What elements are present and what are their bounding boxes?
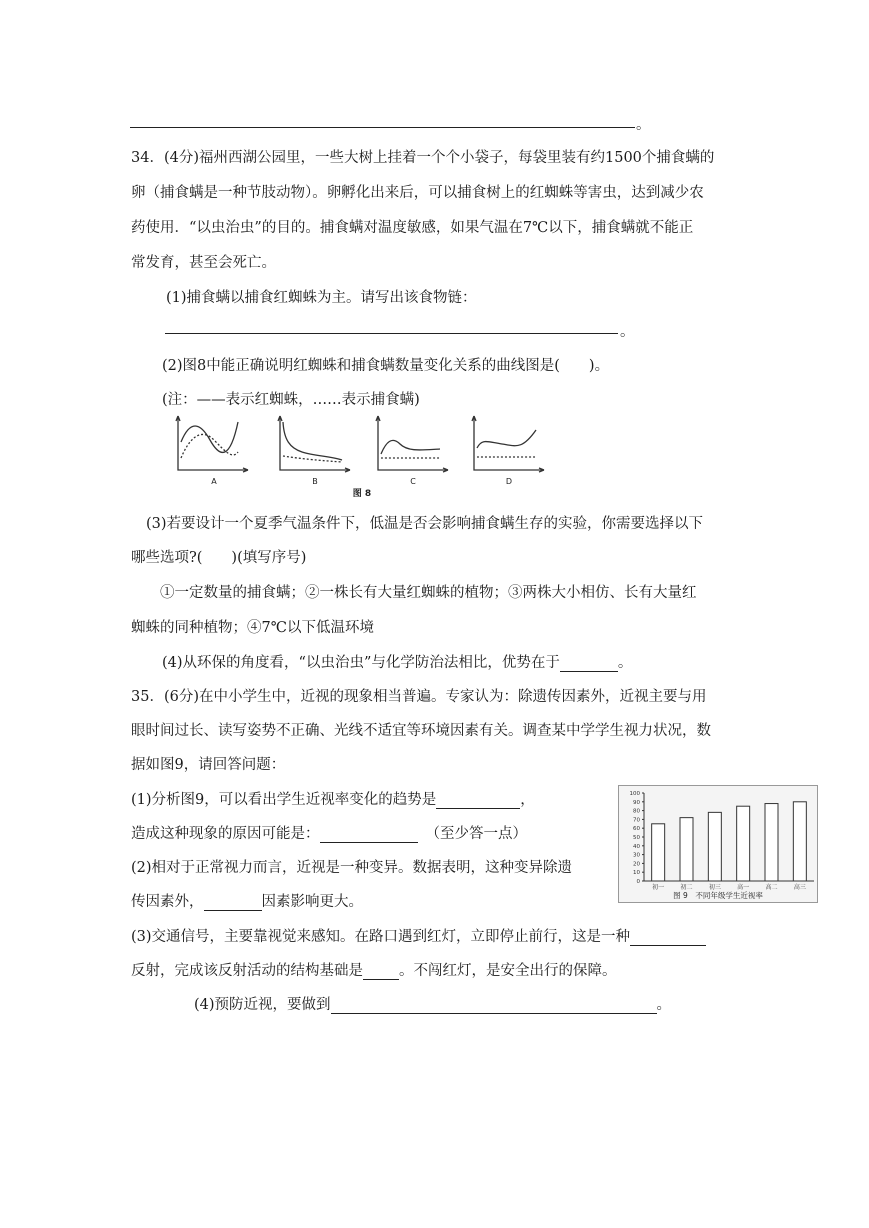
q35-sub1a-blank[interactable] <box>436 794 520 809</box>
q35-sub1a-text: (1)分析图9，可以看出学生近视率变化的趋势是 <box>131 792 437 808</box>
q35-line-2: 眼时间过长、读写姿势不正确、光线不适宜等环境因素有关。调查某中学学生视力状况，数 <box>131 723 711 739</box>
figure-9-bar <box>793 802 806 881</box>
figure-8 <box>172 412 562 502</box>
q34-sub4-end: 。 <box>617 655 633 671</box>
q34-line-2: 卵（捕食螨是一种节肢动物）。卵孵化出来后，可以捕食树上的红蜘蛛等害虫，达到减少农 <box>131 185 704 201</box>
q34-line-1: 34．(4分)福州西湖公园里，一些大树上挂着一个个小袋子，每袋里装有约1500个捕食螨的 <box>131 150 715 166</box>
figure-9-ytick-label: 0 <box>636 879 640 885</box>
q35-line-3: 据如图9，请回答问题： <box>131 757 286 773</box>
q34-sub4 <box>162 651 632 672</box>
q35-sub1b-blank[interactable] <box>320 828 418 843</box>
figure-9-bar <box>765 804 778 881</box>
figure-9-ytick-label: 50 <box>633 835 640 841</box>
q35-sub2b-end: 因素影响更大。 <box>261 894 363 910</box>
figure-9-xtick-label: 高一 <box>737 884 750 891</box>
q34-options-line-2: 蜘蛛的同种植物；④7℃以下低温环境 <box>131 620 374 636</box>
q34-sub4-blank[interactable] <box>560 657 618 672</box>
q35-sub3b-end: 。不闯红灯，是安全出行的保障。 <box>399 963 617 979</box>
answer-line-top[interactable] <box>130 127 635 128</box>
q35-sub1b-text: 造成这种现象的原因可能是： <box>131 826 320 842</box>
q35-sub3b-text: 反射，完成该反射活动的结构基础是 <box>131 963 363 979</box>
graph-label-b: B <box>312 477 318 486</box>
graph-b-solid-curve <box>283 422 342 460</box>
graph-label-c: C <box>410 477 416 486</box>
figure-8-caption: 图 8 <box>352 489 372 499</box>
figure-9-xtick-label: 高三 <box>793 884 806 891</box>
figure-9-ytick-label: 20 <box>633 861 640 868</box>
q35-sub2a: (2)相对于正常视力而言，近视是一种变异。数据表明，这种变异除遗 <box>131 860 573 876</box>
q35-sub3a <box>131 925 706 946</box>
q35-sub3a-text: (3)交通信号，主要靠视觉来感知。在路口遇到红灯，立即停止前行，这是一种 <box>131 929 631 945</box>
graph-label-a: A <box>211 477 217 486</box>
figure-9-caption: 图 9 不同年级学生近视率 <box>673 891 763 900</box>
q34-line-4: 常发育，甚至会死亡。 <box>131 255 276 271</box>
q34-sub3-line-1: (3)若要设计一个夏季气温条件下，低温是否会影响捕食螨生存的实验，你需要选择以下 <box>146 516 704 532</box>
q35-sub1a-end: ， <box>520 792 535 808</box>
q34-sub1: (1)捕食螨以捕食红蜘蛛为主。请写出该食物链： <box>166 290 477 306</box>
figure-9-ytick-label: 90 <box>633 799 640 806</box>
figure-9-xtick-label: 初二 <box>680 884 693 891</box>
graph-c-solid-curve <box>381 440 440 454</box>
figure-9 <box>618 785 818 903</box>
q34-options-line-1: ①一定数量的捕食螨；②一株长有大量红蜘蛛的植物；③两株大小相仿、长有大量红 <box>160 585 697 601</box>
q35-sub1a <box>131 788 535 809</box>
figure-9-ytick-label: 30 <box>633 852 640 859</box>
graph-label-d: D <box>505 477 513 486</box>
q35-sub2b <box>131 890 363 911</box>
q34-sub1-answer-line[interactable] <box>165 333 618 334</box>
q35-sub4-blank[interactable] <box>331 999 657 1014</box>
q34-note: (注：——表示红蜘蛛，……表示捕食螨) <box>162 392 420 408</box>
q35-sub3b <box>131 959 617 980</box>
q35-sub2b-text: 传因素外， <box>131 894 204 910</box>
graph-b-dotted-curve <box>283 456 342 462</box>
figure-8-graphs <box>172 412 562 502</box>
figure-9-ytick-label: 100 <box>629 791 640 797</box>
figure-9-ytick-label: 40 <box>633 843 640 850</box>
q35-sub1b-end: （至少答一点） <box>425 826 527 842</box>
q35-sub4 <box>194 993 671 1014</box>
figure-9-bar <box>652 824 665 881</box>
figure-9-ytick-label: 70 <box>633 817 640 824</box>
q35-sub3b-blank[interactable] <box>363 965 399 980</box>
figure-9-bar <box>737 806 750 881</box>
figure-9-chart <box>618 785 818 903</box>
graph-d-axes <box>474 416 544 470</box>
top-end-mark: 。 <box>636 117 651 133</box>
figure-9-xtick-label: 高二 <box>765 884 778 891</box>
q35-sub4-end: 。 <box>656 997 672 1013</box>
figure-9-bar <box>680 818 693 881</box>
q34-sub3-line-2: 哪些选项?( )(填写序号) <box>131 550 307 566</box>
q34-line-3: 药使用．“以虫治虫”的目的。捕食螨对温度敏感，如果气温在7℃以下，捕食螨就不能正 <box>131 220 694 236</box>
q34-sub1-end: 。 <box>620 324 635 340</box>
figure-9-xtick-label: 初三 <box>708 884 721 891</box>
figure-9-ytick-label: 60 <box>633 826 640 833</box>
graph-d-solid-curve <box>477 430 536 448</box>
graph-a-solid-curve <box>181 422 238 452</box>
q34-sub2: (2)图8中能正确说明红蜘蛛和捕食螨数量变化关系的曲线图是( )。 <box>162 358 610 374</box>
q35-sub1b <box>131 822 527 843</box>
figure-9-ytick-label: 10 <box>633 870 640 877</box>
figure-9-ytick-label: 80 <box>633 808 640 815</box>
q35-sub2b-blank[interactable] <box>204 896 262 911</box>
graph-c-axes <box>378 416 448 470</box>
q35-sub3a-blank[interactable] <box>630 931 706 946</box>
q35-line-1: 35．(6分)在中小学生中，近视的现象相当普遍。专家认为：除遗传因素外，近视主要与用 <box>131 689 707 705</box>
q34-sub4-text: (4)从环保的角度看，“以虫治虫”与化学防治法相比，优势在于 <box>162 655 560 671</box>
q35-sub4-text: (4)预防近视，要做到 <box>194 997 331 1013</box>
figure-9-xtick-label: 初一 <box>652 884 665 891</box>
figure-9-bar <box>708 812 721 881</box>
